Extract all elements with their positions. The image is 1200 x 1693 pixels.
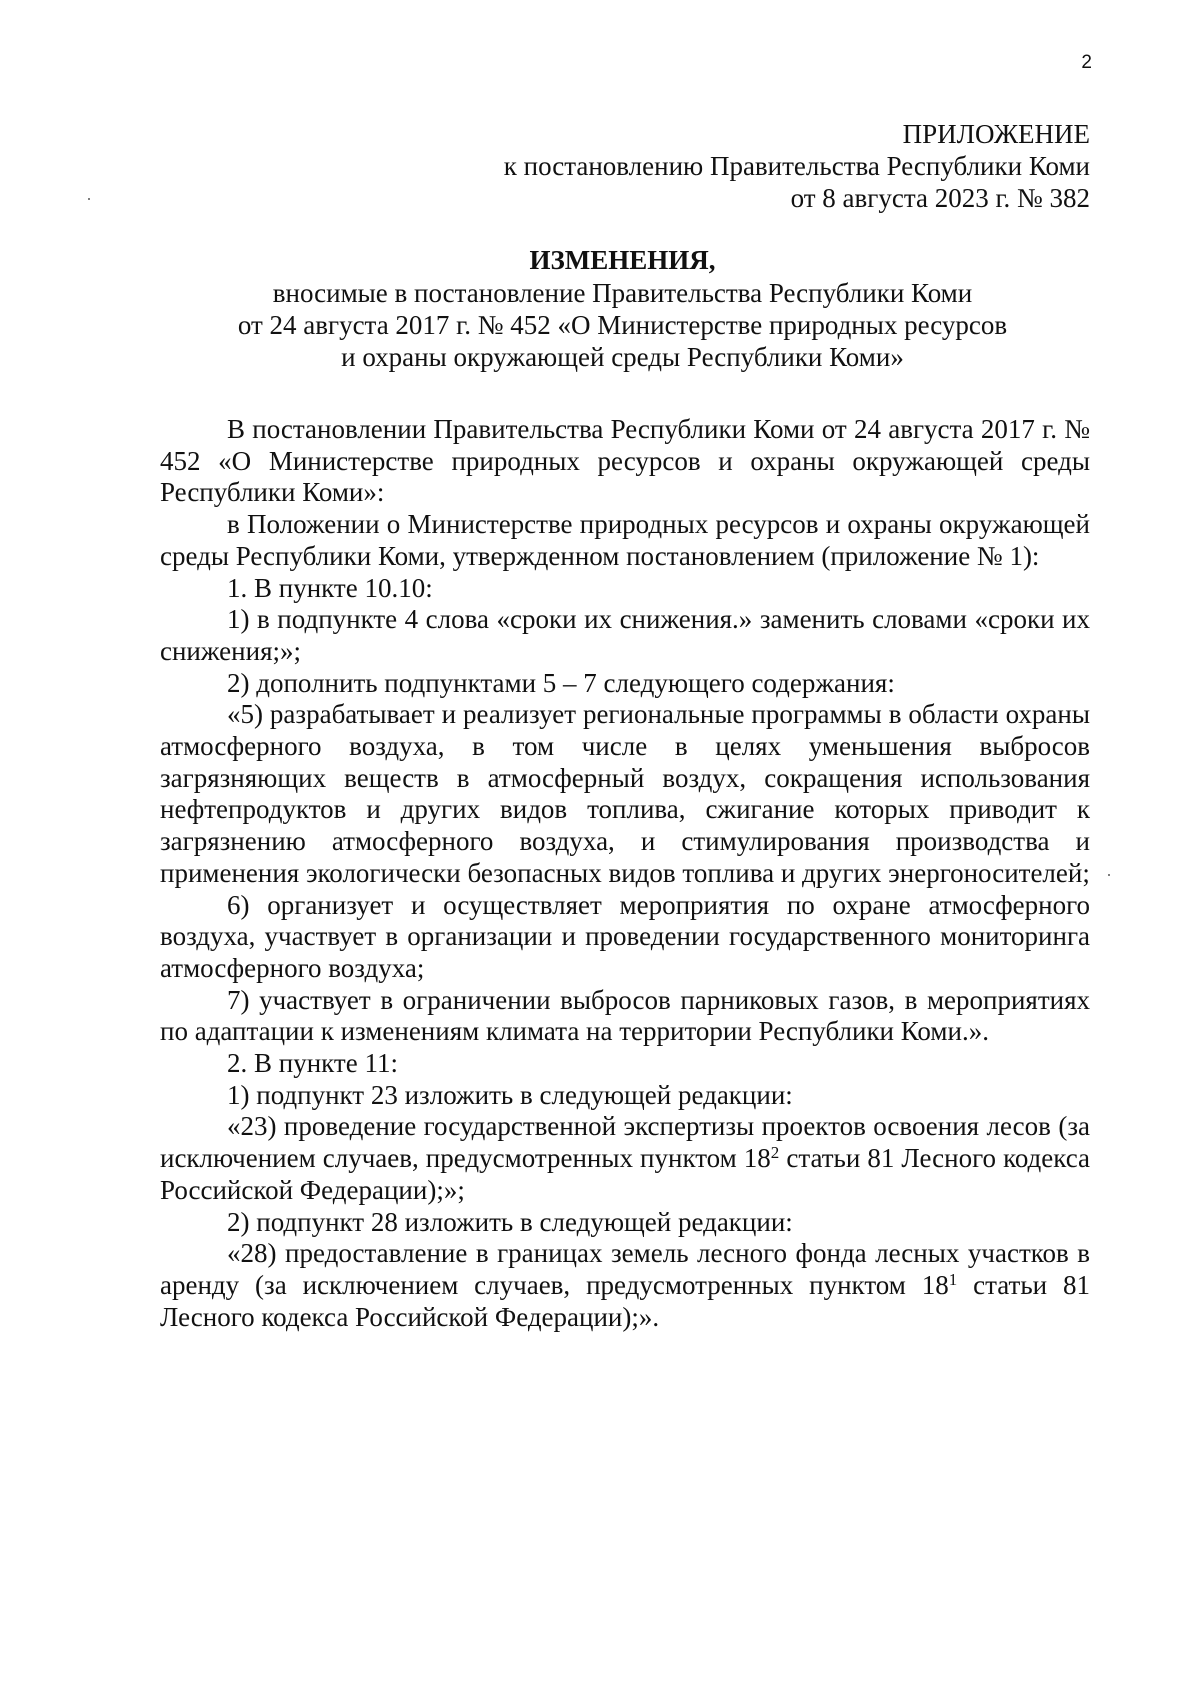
page-number: 2: [1081, 52, 1092, 73]
document-body: [160, 414, 1090, 1333]
paragraph-clause-28: [160, 1238, 1090, 1333]
appendix-label: ПРИЛОЖЕНИЕ: [902, 119, 1090, 149]
paragraph-clause-7: 7) участвует в ограничении выбросов парниковых газов, в мероприятиях по адаптации к изменениям климата на территории Республики Коми.».: [160, 984, 1090, 1047]
appendix-reference: к постановлению Правительства Республики Коми: [503, 151, 1090, 181]
paragraph-subitem-1-1: 1) в подпункте 4 слова «сроки их снижения.» заменить словами «сроки их снижения;»;: [160, 604, 1090, 666]
appendix-date: от 8 августа 2023 г. № 382: [790, 183, 1090, 213]
clause-23-superscript: 2: [770, 1143, 780, 1163]
document-subtitle-line-3: и охраны окружающей среды Республики Коми»: [341, 342, 904, 372]
paragraph-intro: В постановлении Правительства Республики Коми от 24 августа 2017 г. № 452 «О Министерстве природных ресурсов и охраны окружающей среды Республики Коми»:: [160, 414, 1090, 508]
paragraph-clause-5: «5) разрабатывает и реализует региональные программы в области охраны атмосферного воздуха, в том числе в целях уменьшения выбросов загрязняющих веществ в атмосферный воздух, сокращения использования нефтепродуктов и других видов топлива, сжигание которых приводит к загрязнению атмосферного воздуха, и стимулирования производства и применения экологически безопасных видов топлива и других энергоносителей;: [160, 699, 1090, 888]
clause-23-text: «23) проведение государственной экспертизы проектов освоения лесов (за исключением случаев, предусмотренных пунктом 18: [160, 1111, 1090, 1174]
clause-28-text-end: статьи 81 Лесного кодекса Российской Федерации);».: [160, 1269, 1090, 1332]
clause-23-text-end: статьи 81 Лесного кодекса Российской Федерации);»;: [160, 1143, 1091, 1205]
document-subtitle-line-1: вносимые в постановление Правительства Республики Коми: [272, 278, 973, 308]
paragraph-item-1: 1. В пункте 10.10:: [227, 572, 433, 603]
clause-28-superscript: 1: [948, 1269, 958, 1289]
document-title: ИЗМЕНЕНИЯ,: [529, 245, 716, 275]
paragraph-subitem-2-1: 1) подпункт 23 изложить в следующей редакции:: [227, 1079, 793, 1110]
document-subtitle-line-2: от 24 августа 2017 г. № 452 «О Министерстве природных ресурсов: [237, 310, 1008, 340]
paragraph-subitem-1-2: 2) дополнить подпунктами 5 – 7 следующего содержания:: [227, 667, 895, 698]
appendix-header: [390, 118, 1090, 214]
scan-speck: [1108, 874, 1110, 876]
paragraph-clause-6: 6) организует и осуществляет мероприятия по охране атмосферного воздуха, участвует в организации и проведении государственного мониторинга атмосферного воздуха;: [160, 889, 1090, 983]
paragraph-item-2: 2. В пункте 11:: [227, 1048, 398, 1079]
paragraph-subitem-2-2: 2) подпункт 28 изложить в следующей редакции:: [227, 1206, 793, 1237]
clause-28-text: «28) предоставление в границах земель лесного фонда лесных участков в аренду (за исключением случаев, предусмотренных пунктом 18: [160, 1238, 1090, 1300]
scan-speck: [88, 198, 90, 200]
paragraph-regulation: в Положении о Министерстве природных ресурсов и охраны окружающей среды Республики Коми, утвержденном постановлением (приложение № 1):: [160, 509, 1090, 571]
paragraph-clause-23: [160, 1111, 1090, 1206]
document-title-block: [155, 244, 1090, 373]
